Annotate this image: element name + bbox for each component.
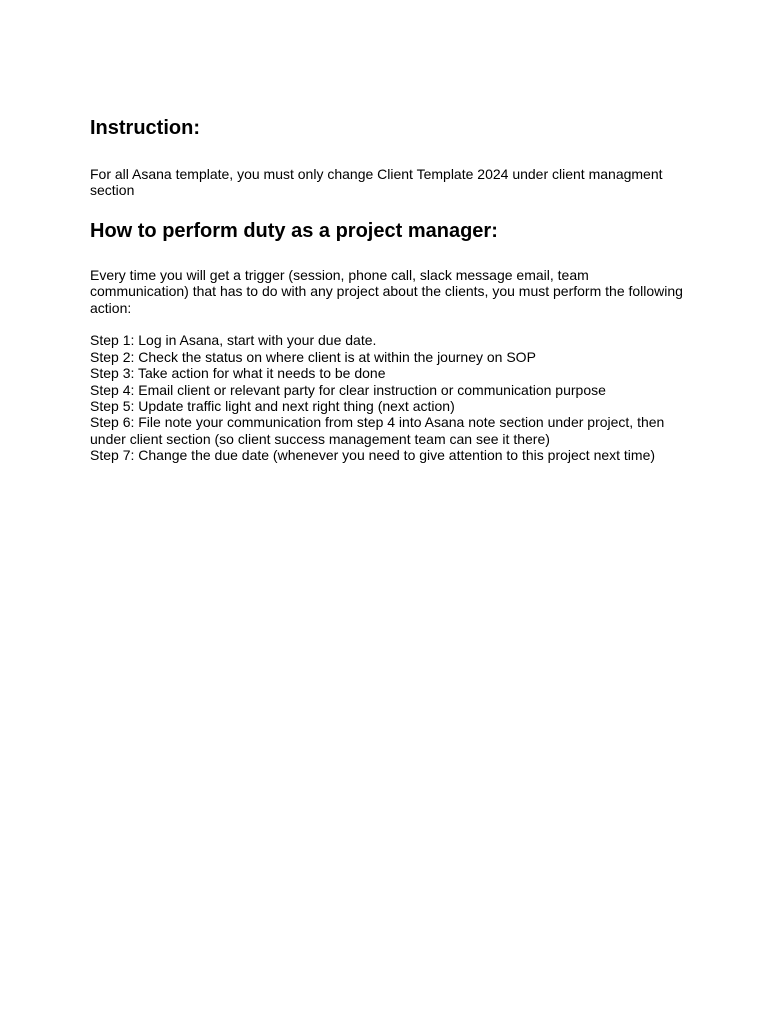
instruction-heading: Instruction: bbox=[90, 117, 200, 139]
document-content bbox=[90, 114, 690, 480]
step-3: Step 3: Take action for what it needs to be done bbox=[90, 365, 386, 382]
step-2: Step 2: Check the status on where client is at within the journey on SOP bbox=[90, 348, 536, 365]
step-7: Step 7: Change the due date (whenever you need to give attention to this project next time) bbox=[90, 447, 656, 464]
step-6: Step 6: File note your communication from step 4 into Asana note section under project, then under client section (so client success management team can see it there) bbox=[90, 414, 665, 447]
instruction-paragraph: For all Asana template, you must only change Client Template 2024 under client managment section bbox=[90, 166, 663, 199]
howto-heading: How to perform duty as a project manager: bbox=[90, 219, 498, 242]
steps-list bbox=[90, 332, 690, 463]
step-5: Step 5: Update traffic light and next right thing (next action) bbox=[90, 398, 455, 415]
intro-paragraph: Every time you will get a trigger (session, phone call, slack message email, team communication) that has to do with any project about the clients, you must perform the following action: bbox=[90, 266, 683, 316]
step-4: Step 4: Email client or relevant party for clear instruction or communication purpose bbox=[90, 381, 606, 398]
step-1: Step 1: Log in Asana, start with your due date. bbox=[90, 332, 377, 349]
